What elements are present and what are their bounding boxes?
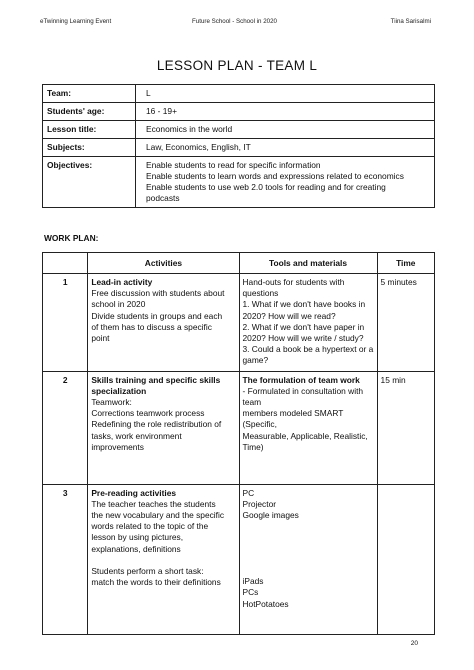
cell-title-line: Lead-in activity [91, 277, 153, 287]
cell-line: words related to the topic of the [91, 521, 209, 532]
cell-line: of them has to discuss a specific [91, 321, 212, 332]
cell-line: Projector [242, 498, 277, 509]
col-number-header [43, 253, 88, 274]
cell-line: L [146, 88, 151, 98]
cell-line: Time) [242, 441, 264, 452]
header-event: eTwinning Learning Event [40, 18, 112, 25]
cell-line: point [91, 333, 110, 344]
cell-line: tasks, work environment [91, 430, 182, 441]
cell-line: 2020? How will we read? [242, 310, 336, 321]
info-row [43, 121, 435, 139]
info-table [42, 84, 435, 208]
header-topic: Future School - School in 2020 [192, 18, 277, 25]
page-title: LESSON PLAN - TEAM L [156, 58, 318, 73]
row-number: 2 [43, 371, 88, 484]
work-plan-label: WORK PLAN: [44, 233, 99, 243]
cell-line: explanations, definitions [91, 543, 181, 554]
info-label: Students' age: [43, 103, 136, 121]
cell-line: 2020? How will we write / study? [242, 333, 364, 344]
cell-line: Redefining the role redistribution of [91, 419, 222, 430]
table-row [43, 484, 435, 634]
info-row [43, 103, 435, 121]
cell-title-line: Pre-reading activities [91, 487, 177, 498]
cell-line: Corrections teamwork process [91, 408, 205, 419]
info-row [43, 85, 435, 103]
spacer [243, 532, 374, 543]
cell-line: Enable students to read for specific information [146, 160, 321, 170]
cell-line: podcasts [146, 193, 180, 203]
spacer [243, 554, 374, 565]
cell-line: PCs [242, 587, 259, 598]
info-label: Subjects: [43, 139, 136, 157]
info-label: Lesson title: [43, 121, 136, 139]
cell-line: HotPotatoes [242, 598, 289, 609]
cell-line: the new vocabulary and the specific [91, 510, 225, 521]
info-value [136, 121, 435, 139]
spacer [91, 555, 235, 566]
table-header-row [43, 253, 435, 274]
info-row [43, 157, 435, 208]
tools-cell [239, 484, 377, 634]
cell-line: 1. What if we don't have books in [242, 299, 366, 310]
work-plan-table [42, 252, 435, 635]
cell-line: Law, Economics, English, IT [146, 142, 251, 152]
cell-line: lesson by using pictures, [91, 532, 184, 543]
tools-cell [239, 371, 377, 484]
cell-line: Hand-outs for students with questions [242, 277, 345, 299]
activity-cell [88, 274, 239, 372]
page-number: 20 [410, 640, 418, 647]
cell-title-line: The formulation of team work [242, 374, 360, 385]
cell-line: 3. Could a book be a hypertext or a [242, 344, 374, 355]
info-label: Team: [43, 85, 136, 103]
row-number: 3 [43, 484, 88, 634]
info-value [136, 139, 435, 157]
cell-line: Economics in the world [146, 124, 233, 134]
info-value [136, 157, 435, 208]
spacer [243, 521, 374, 532]
cell-line: 16 - 19+ [146, 106, 177, 116]
row-number: 1 [43, 274, 88, 372]
cell-line: game? [242, 355, 269, 366]
cell-line: iPads [242, 576, 264, 587]
cell-line: Divide students in groups and each [91, 310, 223, 321]
cell-line: Free discussion with students about [91, 288, 225, 299]
spacer [243, 565, 374, 576]
cell-line: - Formulated in consultation with team [242, 385, 364, 408]
time-cell: 5 minutes [377, 274, 434, 372]
col-tools-header: Tools and materials [239, 253, 377, 274]
col-activities-header: Activities [88, 253, 239, 274]
info-label: Objectives: [43, 157, 136, 208]
cell-line: 2. What if we don't have paper in [242, 321, 365, 332]
cell-line: Enable students to use web 2.0 tools for reading and for creating [146, 182, 386, 192]
cell-line: Teamwork: [91, 397, 132, 408]
cell-title-line: specialization [91, 385, 147, 396]
cell-title-line: Skills training and specific skills [91, 374, 221, 385]
cell-line: Enable students to learn words and expressions related to economics [146, 171, 404, 181]
info-value [136, 103, 435, 121]
cell-line: Students perform a short task: [91, 565, 204, 576]
cell-line: Google images [242, 510, 299, 521]
table-row [43, 274, 435, 372]
cell-line: members modeled SMART (Specific, [242, 408, 344, 430]
spacer [243, 543, 374, 554]
col-time-header: Time [377, 253, 434, 274]
activity-cell [88, 371, 239, 484]
tools-cell [239, 274, 377, 372]
cell-line: PC [242, 487, 255, 498]
time-cell [377, 484, 434, 634]
header-author: Tiina Sarisalmi [390, 18, 431, 25]
cell-line: improvements [91, 441, 144, 452]
cell-line: Measurable, Applicable, Realistic, [242, 430, 368, 441]
info-value [136, 85, 435, 103]
info-row [43, 139, 435, 157]
cell-line: The teacher teaches the students [91, 498, 216, 509]
time-cell: 15 min [377, 371, 434, 484]
table-row [43, 371, 435, 484]
cell-line: school in 2020 [91, 299, 146, 310]
activity-cell [88, 484, 239, 634]
cell-line: match the words to their definitions [91, 577, 221, 588]
